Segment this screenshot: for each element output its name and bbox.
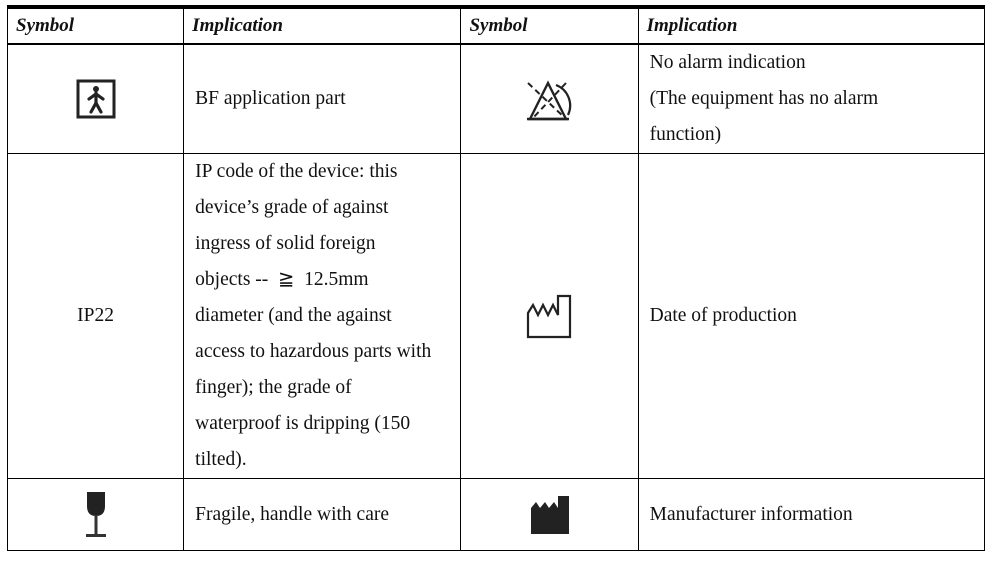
header-symbol-1: Symbol [8,9,184,45]
implication-line: tilted). [195,449,247,470]
implication-cell: Date of production [638,154,984,479]
implication-line: diameter (and the against [195,305,392,326]
table-row [8,479,985,551]
implication-line: access to hazardous parts with [195,341,432,362]
symbol-cell [8,44,184,154]
table-header-row [8,9,985,45]
implication-cell: Fragile, handle with care [184,479,461,551]
table-row [8,154,985,479]
implication-line: device’s grade of against [195,197,389,218]
implication-line: ingress of solid foreign [195,233,376,254]
symbol-cell [8,479,184,551]
bf-applied-part-icon [76,90,116,107]
date-of-manufacture-icon [526,307,574,324]
implication-cell: Manufacturer information [638,479,984,551]
implication-cell [638,44,984,154]
ip-code-cell: IP22 [8,154,184,479]
implication-line: function) [649,124,722,145]
implication-line: waterproof is dripping (150 [195,413,411,434]
header-implication-2: Implication [638,9,984,45]
no-alarm-icon [522,90,578,107]
table-row [8,44,985,154]
implication-line: IP code of the device: this [195,161,398,182]
symbol-cell [461,44,638,154]
header-symbol-2: Symbol [461,9,638,45]
symbol-cell [461,154,638,479]
implication-line: objects -- ≧ 12.5mm [195,269,369,290]
fragile-icon [83,505,109,522]
implication-cell [184,154,461,479]
implication-line: finger); the grade of [195,377,352,398]
symbol-cell [461,479,638,551]
implication-cell: BF application part [184,44,461,154]
header-implication-1: Implication [184,9,461,45]
symbol-table [7,8,985,551]
manufacturer-icon [529,505,571,522]
implication-line: No alarm indication [649,52,806,73]
implication-line: (The equipment has no alarm [649,88,879,109]
